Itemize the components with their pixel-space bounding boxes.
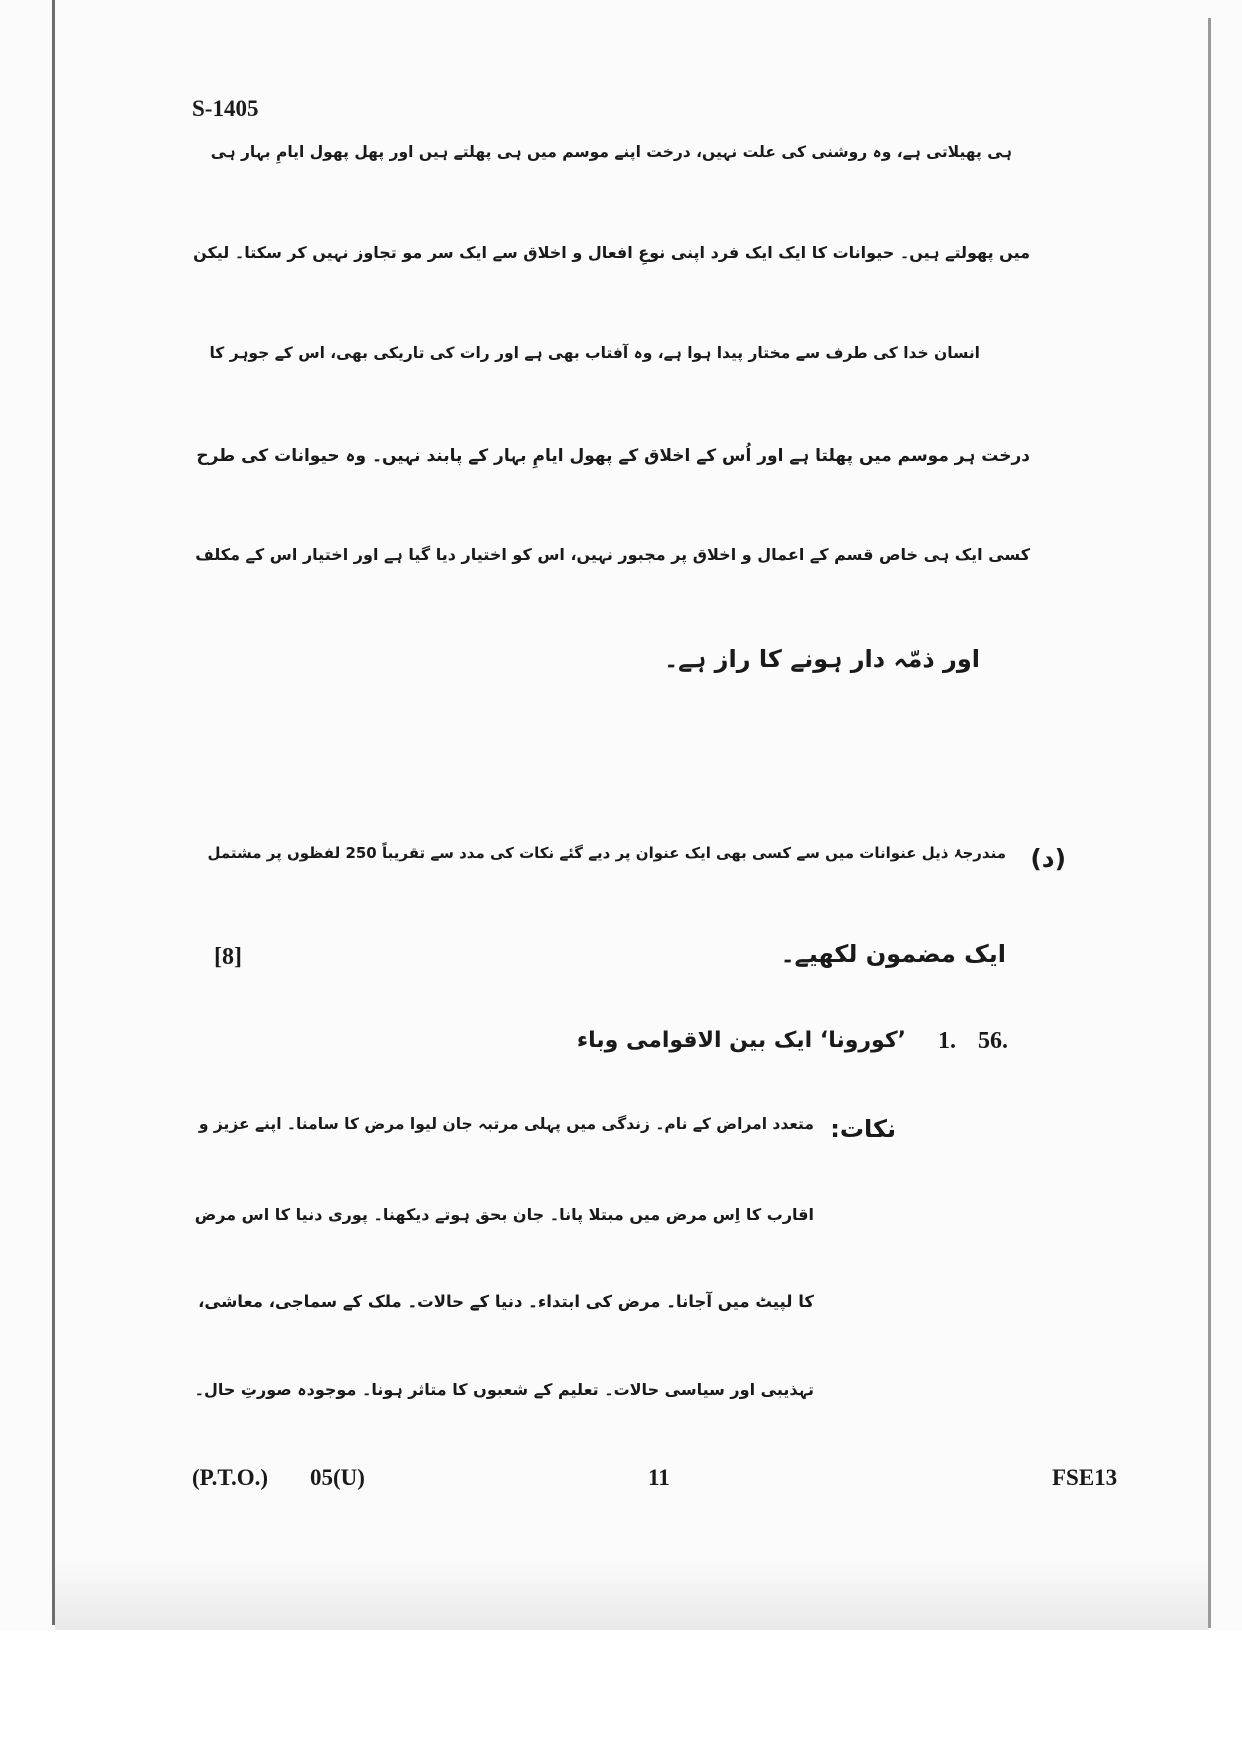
passage-line-4: درخت ہر موسم میں پھلتا ہے اور اُس کے اخلاق کے پھول ایامِ بہار کے پابند نہیں۔ وہ حیوانات کی طرح [196, 446, 1030, 466]
footer-paper-code: 05(U) [310, 1465, 365, 1490]
footer-page-number: 11 [648, 1465, 670, 1490]
page-bottom-shade [55, 1560, 1208, 1630]
points-line-1: متعدد امراض کے نام۔ زندگی میں پہلی مرتبہ جان لیوا مرض کا سامنا۔ اپنے عزیز و [198, 1115, 814, 1133]
passage-line-1: ہی پھیلاتی ہے، وہ روشنی کی علت نہیں، درخت اپنے موسم میں ہی پھلتے ہیں اور پھل پھول ایامِ بہار ہی [210, 143, 1012, 161]
header-code: S-1405 [192, 96, 259, 121]
passage-line-2: میں پھولتے ہیں۔ حیوانات کا ایک ایک فرد اپنی نوعِ افعال و اخلاق سے ایک سر مو تجاوز نہیں کر سکتا۔ لیکن [193, 243, 1030, 262]
points-line-4: تہذیبی اور سیاسی حالات۔ تعلیم کے شعبوں کا متاثر ہونا۔ موجودہ صورتِ حال۔ [194, 1380, 814, 1399]
passage-line-5: کسی ایک ہی خاص قسم کے اعمال و اخلاق پر مجبور نہیں، اس کو اختیار دیا گیا ہے اور اختیار اس کے مکلف [195, 545, 1030, 564]
question-number: 56. [978, 1028, 1008, 1054]
question-line-1: مندرجۂ ذیل عنوانات میں سے کسی بھی ایک عنوان پر دیے گئے نکات کی مدد سے تقریباً 250 لفظوں پر مشتمل [207, 844, 1006, 862]
points-label: نکات: [830, 1115, 896, 1143]
page-left-edge [52, 0, 55, 1625]
points-line-3: کا لپیٹ میں آجانا۔ مرض کی ابتداء۔ دنیا کے حالات۔ ملک کے سماجی، معاشی، [198, 1292, 814, 1311]
page-right-edge [1208, 18, 1211, 1628]
question-marks: [8] [214, 944, 242, 970]
question-line-2: ایک مضمون لکھیے۔ [780, 940, 1006, 968]
passage-line-3: انسان خدا کی طرف سے مختار پیدا ہوا ہے، وہ آفتاب بھی ہے اور رات کی تاریکی بھی، اس کے جوہر کا [209, 344, 980, 362]
essay-sub-number: 1. [938, 1028, 956, 1054]
scan-margin [0, 1630, 1242, 1755]
points-line-2: اقارب کا اِس مرض میں مبتلا پانا۔ جان بحق ہوتے دیکھنا۔ پوری دنیا کا اس مرض [194, 1205, 814, 1224]
essay-title: ’کورونا‘ ایک بین الاقوامی وباء [576, 1028, 906, 1053]
footer-series-code: FSE13 [1052, 1465, 1118, 1490]
question-label: (د) [1030, 844, 1066, 873]
footer-pto: (P.T.O.) [192, 1465, 269, 1490]
passage-line-6: اور ذمّہ دار ہونے کا راز ہے۔ [664, 645, 980, 673]
